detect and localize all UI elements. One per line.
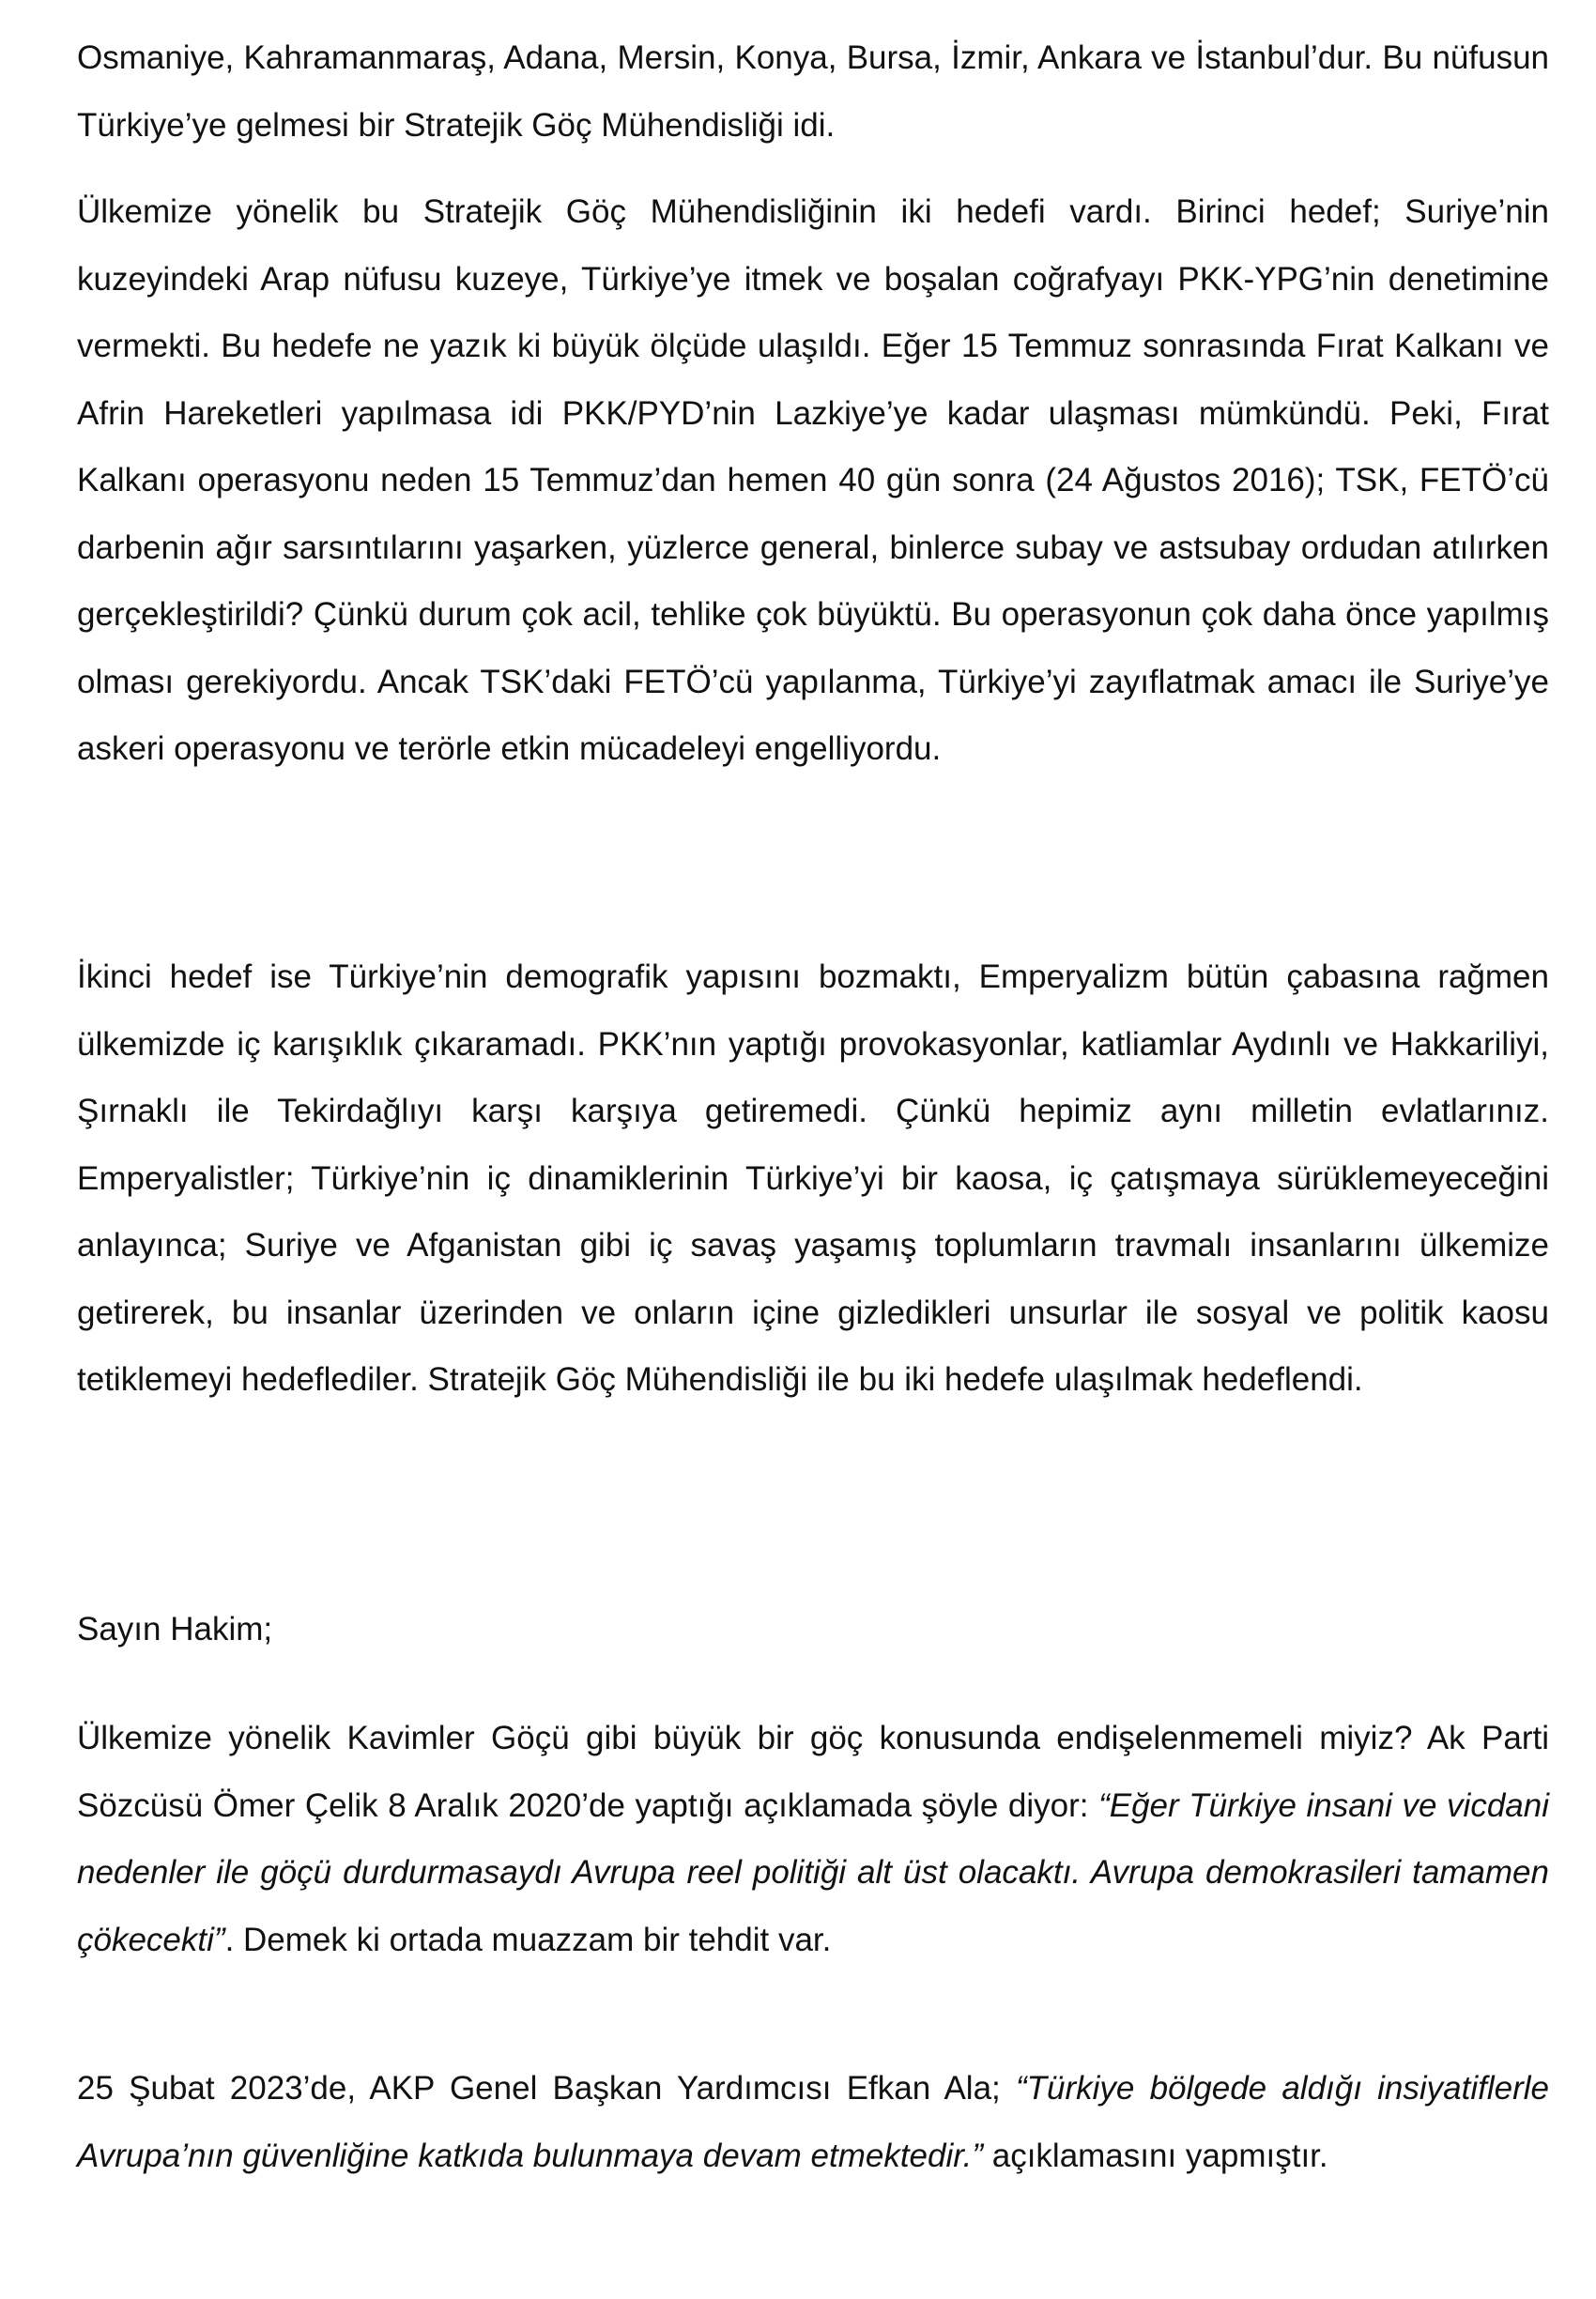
italic-quote: “Eğer Türkiye insani ve vicdani nedenler ile göçü durdurmasaydı Avrupa reel politiği alt üst olacaktı. Avrupa demokrasileri tamamen çökecekti” xyxy=(77,1786,1549,1958)
paragraph-text-after: . Demek ki ortada muazzam bir tehdit var. xyxy=(224,1921,832,1958)
paragraph-efkan-ala-quote xyxy=(77,2055,1549,2189)
italic-quote: “Türkiye bölgede aldığı insiyatiflerle Avrupa’nın güvenliğine katkıda bulunmaya devam etmektedir.” xyxy=(77,2070,1550,2174)
paragraph-text-before: Ülkemize yönelik Kavimler Göçü gibi büyük bir göç konusunda endişelenmemeli miyiz? Ak Parti Sözcüsü Ömer Çelik 8 Aralık 2020’de yaptığı açıklamada şöyle diyor: xyxy=(77,1720,1549,1824)
paragraph-text-before: 25 Şubat 2023’de, AKP Genel Başkan Yardımcısı Efkan Ala; xyxy=(77,2070,1016,2107)
paragraph-first-goal: Ülkemize yönelik bu Stratejik Göç Mühendisliğinin iki hedefi vardı. Birinci hedef; Suriye’nin kuzeyindeki Arap nüfusu kuzeye, Türkiye’ye itmek ve boşalan coğrafyayı PKK-YPG’nin denetimine vermekti. Bu hedefe ne yazık ki büyük ölçüde ulaşıldı. Eğer 15 Temmuz sonrasında Fırat Kalkanı ve Afrin Hareketleri yapılmasa idi PKK/PYD’nin Lazkiye’ye kadar ulaşması mümkündü. Peki, Fırat Kalkanı operasyonu neden 15 Temmuz’dan hemen 40 gün sonra (24 Ağustos 2016); TSK, FETÖ’cü darbenin ağır sarsıntılarını yaşarken, yüzlerce general, binlerce subay ve astsubay ordudan atılırken gerçekleştirildi? Çünkü durum çok acil, tehlike çok büyüktü. Bu operasyonun çok daha önce yapılmış olması gerekiyordu. Ancak TSK’daki FETÖ’cü yapılanma, Türkiye’yi zayıflatmak amacı ile Suriye’ye askeri operasyonu ve terörle etkin mücadeleyi engelliyordu. xyxy=(77,193,1549,767)
paragraph-text-after: açıklamasını yapmıştır. xyxy=(983,2137,1328,2174)
salutation: Sayın Hakim; xyxy=(77,1611,273,1648)
paragraph-omer-celik-quote xyxy=(77,1705,1549,1973)
paragraph-second-goal: İkinci hedef ise Türkiye’nin demografik yapısını bozmaktı, Emperyalizm bütün çabasına rağmen ülkemizde iç karışıklık çıkaramadı. PKK’nın yaptığı provokasyonlar, katliamlar Aydınlı ve Hakkariliyi, Şırnaklı ile Tekirdağlıyı karşı karşıya getiremedi. Çünkü hepimiz aynı milletin evlatlarınız. Emperyalistler; Türkiye’nin iç dinamiklerinin Türkiye’yi bir kaosa, iç çatışmaya sürüklemeyeceğini anlayınca; Suriye ve Afganistan gibi iç savaş yaşamış toplumların travmalı insanlarını ülkemize getirerek, bu insanlar üzerinden ve onların içine gizledikleri unsurlar ile sosyal ve politik kaosu tetiklemeyi hedeflediler. Stratejik Göç Mühendisliği ile bu iki hedefe ulaşılmak hedeflendi. xyxy=(77,958,1549,1398)
paragraph-provinces: Osmaniye, Kahramanmaraş, Adana, Mersin, Konya, Bursa, İzmir, Ankara ve İstanbul’dur. Bu nüfusun Türkiye’ye gelmesi bir Stratejik Göç Mühendisliği idi. xyxy=(77,39,1549,144)
